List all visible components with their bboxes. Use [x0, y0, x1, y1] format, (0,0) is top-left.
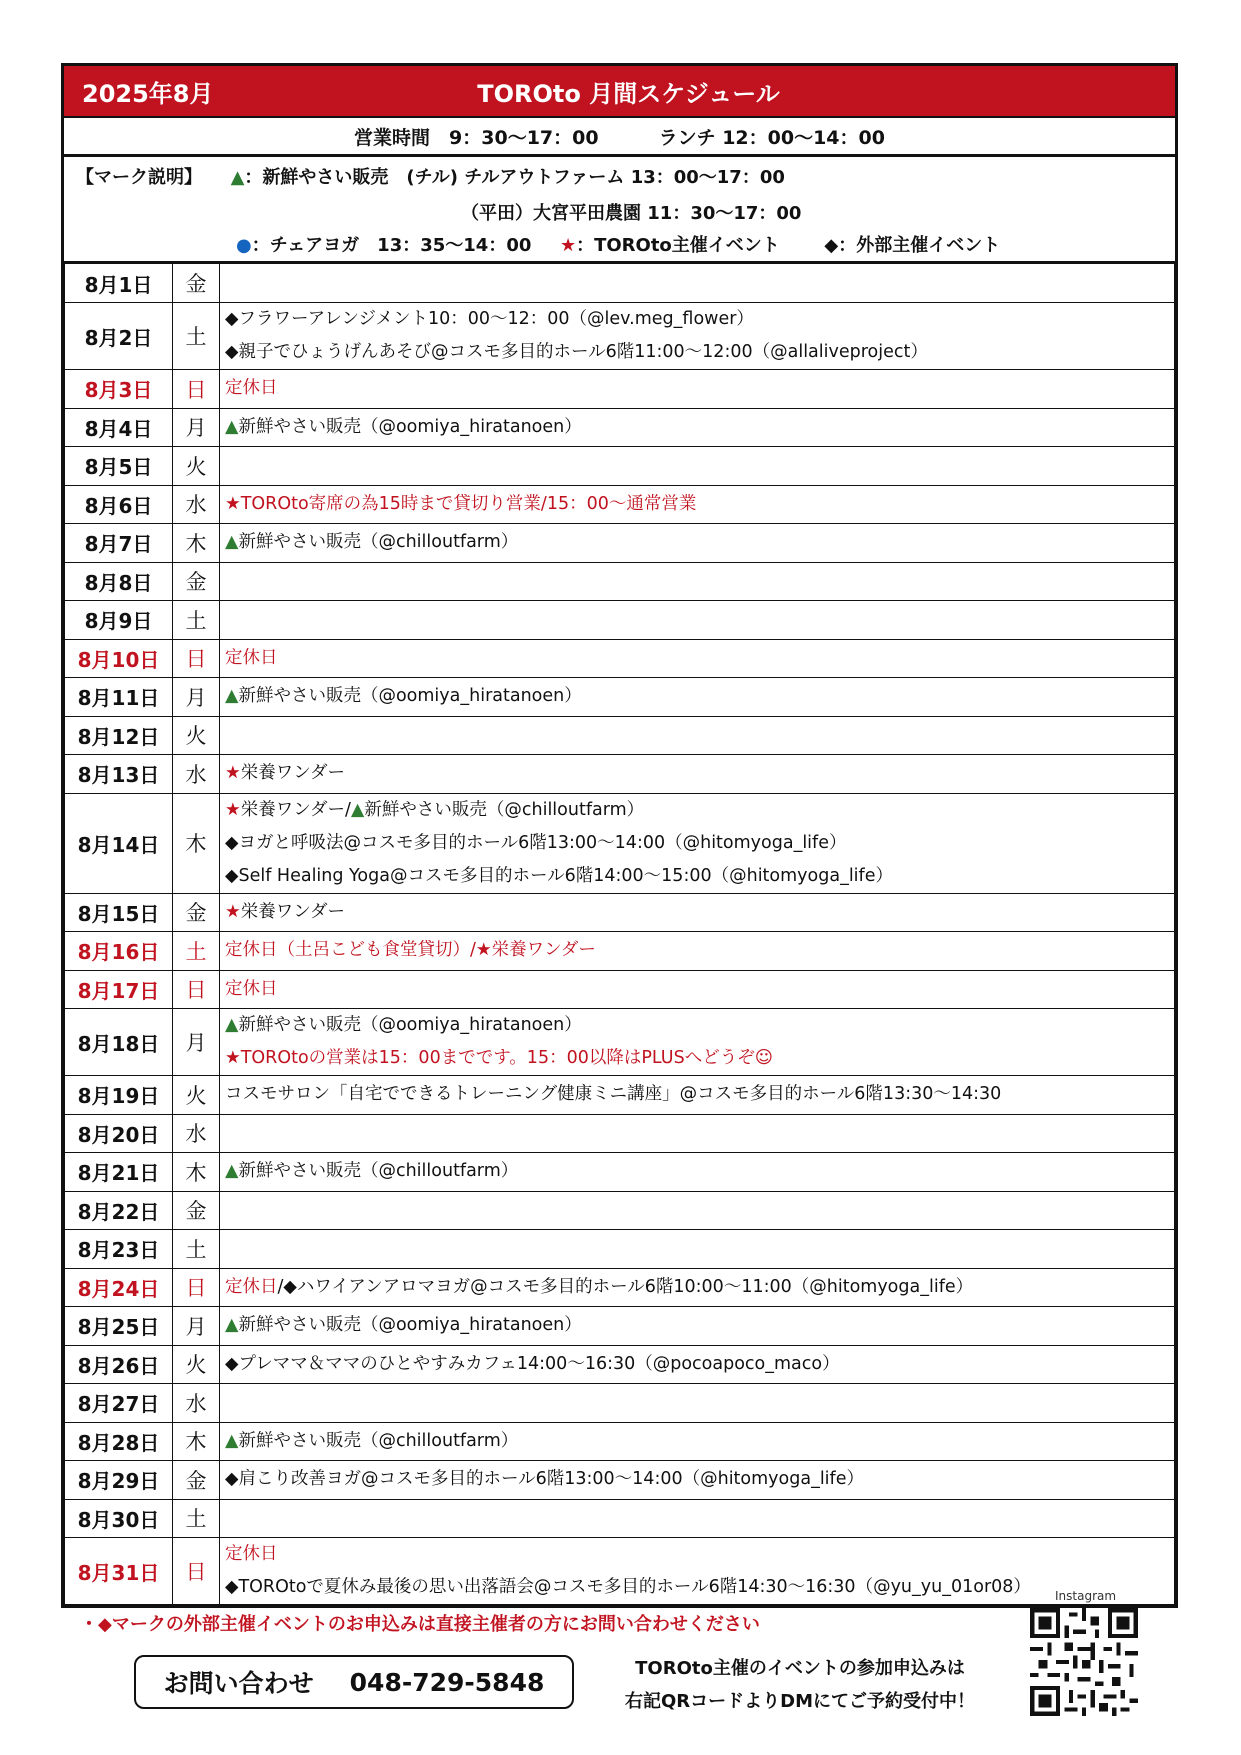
day-events — [220, 1230, 1175, 1269]
day-date: 8月8日 — [65, 562, 173, 601]
schedule-row — [65, 370, 1175, 409]
triangle-icon: ▲ — [230, 167, 245, 188]
day-events — [220, 601, 1175, 640]
event-line: ◆TOROtoで夏休み最後の思い出落語会@コスモ多目的ホール6階14:30〜16:30（@yu_yu_01or08） — [225, 1577, 1031, 1597]
day-date: 8月13日 — [65, 755, 173, 794]
day-of-week: 火 — [173, 716, 220, 755]
day-events — [220, 716, 1175, 755]
day-date: 8月3日 — [65, 370, 173, 409]
day-of-week: 土 — [173, 601, 220, 640]
day-events — [220, 1345, 1175, 1384]
day-date: 8月25日 — [65, 1307, 173, 1346]
event-line: ★栄養ワンダー/▲新鮮やさい販売（@chilloutfarm） — [225, 799, 645, 820]
schedule-row — [65, 893, 1175, 932]
day-date: 8月11日 — [65, 678, 173, 717]
day-date: 8月18日 — [65, 1009, 173, 1076]
day-events — [220, 485, 1175, 524]
day-of-week: 日 — [173, 1268, 220, 1307]
day-of-week: 水 — [173, 755, 220, 794]
footnote: ・◆マークの外部主催イベントのお申込みは直接主催者の方にお問い合わせください — [80, 1614, 760, 1635]
day-events — [220, 1384, 1175, 1423]
day-of-week: 火 — [173, 1345, 220, 1384]
day-events — [220, 1191, 1175, 1230]
day-of-week: 月 — [173, 408, 220, 447]
schedule-row — [65, 1307, 1175, 1346]
event-line: ★栄養ワンダー — [225, 763, 346, 784]
instagram-qr-code[interactable] — [1030, 1608, 1138, 1716]
schedule-row — [65, 1191, 1175, 1230]
day-date: 8月19日 — [65, 1076, 173, 1115]
day-date: 8月27日 — [65, 1384, 173, 1423]
day-events — [220, 408, 1175, 447]
event-line: ▲新鮮やさい販売（@oomiya_hiratanoen） — [225, 1315, 582, 1336]
contact-label: お問い合わせ — [163, 1669, 314, 1698]
day-date: 8月26日 — [65, 1345, 173, 1384]
day-events — [220, 932, 1175, 971]
circle-icon: ● — [236, 235, 252, 256]
day-of-week: 木 — [173, 1153, 220, 1192]
day-events — [220, 970, 1175, 1009]
day-of-week: 月 — [173, 1307, 220, 1346]
day-events — [220, 1461, 1175, 1500]
schedule-sheet — [61, 63, 1178, 1608]
day-events — [220, 1422, 1175, 1461]
event-line: ◆肩こり改善ヨガ@コスモ多目的ホール6階13:00〜14:00（@hitomyoga_life） — [225, 1469, 864, 1490]
day-events — [220, 1114, 1175, 1153]
day-date: 8月12日 — [65, 716, 173, 755]
day-of-week: 土 — [173, 1230, 220, 1269]
schedule-row — [65, 932, 1175, 971]
day-of-week: 木 — [173, 524, 220, 563]
event-line: コスモサロン「自宅でできるトレーニング健康ミニ講座」@コスモ多目的ホール6階13:30〜14:30 — [225, 1084, 1002, 1105]
schedule-row — [65, 1345, 1175, 1384]
day-events — [220, 755, 1175, 794]
day-events — [220, 370, 1175, 409]
day-of-week: 日 — [173, 970, 220, 1009]
day-of-week: 日 — [173, 639, 220, 678]
schedule-row — [65, 524, 1175, 563]
day-of-week: 日 — [173, 1538, 220, 1605]
legend — [64, 157, 1175, 264]
day-date: 8月20日 — [65, 1114, 173, 1153]
diamond-icon: ◆ — [824, 235, 839, 256]
legend-row-3 — [236, 231, 1000, 257]
day-events — [220, 1538, 1175, 1605]
schedule-row — [65, 1114, 1175, 1153]
day-of-week: 金 — [173, 1191, 220, 1230]
event-line: ★TOROtoの営業は15：00までです。15：00以降はPLUSへどうぞ☺ — [225, 1048, 773, 1068]
schedule-row — [65, 970, 1175, 1009]
event-line: ▲新鮮やさい販売（@chilloutfarm） — [225, 1161, 519, 1182]
day-events — [220, 1153, 1175, 1192]
schedule-row — [65, 601, 1175, 640]
day-date: 8月28日 — [65, 1422, 173, 1461]
day-of-week: 月 — [173, 678, 220, 717]
legend-vegetable-2: （平田）大宮平田農園 11：30〜17：00 — [461, 203, 802, 224]
info-line-2: 右記QRコードよりDMにてご予約受付中！ — [624, 1691, 975, 1712]
event-line: 定休日 — [225, 1544, 278, 1564]
legend-yoga: ：チェアヨガ 13：35〜14：00 — [251, 235, 532, 256]
day-date: 8月17日 — [65, 970, 173, 1009]
day-date: 8月10日 — [65, 639, 173, 678]
day-date: 8月24日 — [65, 1268, 173, 1307]
schedule-row — [65, 1076, 1175, 1115]
event-line: ★栄養ワンダー — [225, 901, 346, 922]
event-line: ★TOROto寄席の為15時まで貸切り営業/15：00〜通常営業 — [225, 493, 697, 514]
day-date: 8月2日 — [65, 303, 173, 370]
business-hours: 営業時間 9：30〜17：00 — [354, 126, 599, 149]
day-of-week: 水 — [173, 485, 220, 524]
legend-external: ：外部主催イベント — [838, 235, 1001, 256]
day-date: 8月1日 — [65, 264, 173, 303]
event-line: ▲新鮮やさい販売（@oomiya_hiratanoen） — [225, 1015, 582, 1035]
day-date: 8月23日 — [65, 1230, 173, 1269]
day-date: 8月6日 — [65, 485, 173, 524]
day-events — [220, 524, 1175, 563]
legend-row-1 — [76, 163, 785, 189]
legend-toroto: ：TOROto主催イベント — [576, 235, 780, 256]
day-date: 8月15日 — [65, 893, 173, 932]
schedule-row — [65, 264, 1175, 303]
event-line: ◆ヨガと呼吸法@コスモ多目的ホール6階13:00〜14:00（@hitomyoga_life） — [225, 832, 847, 853]
title-bar — [64, 66, 1175, 118]
schedule-row — [65, 1153, 1175, 1192]
schedule-row — [65, 485, 1175, 524]
day-events — [220, 1076, 1175, 1115]
lunch-hours: ランチ 12：00〜14：00 — [658, 126, 885, 149]
day-events — [220, 793, 1175, 893]
day-date: 8月29日 — [65, 1461, 173, 1500]
day-of-week: 土 — [173, 932, 220, 971]
schedule-row — [65, 639, 1175, 678]
day-of-week: 土 — [173, 303, 220, 370]
day-of-week: 土 — [173, 1499, 220, 1538]
day-of-week: 金 — [173, 264, 220, 303]
day-date: 8月21日 — [65, 1153, 173, 1192]
event-line: ▲新鮮やさい販売（@chilloutfarm） — [225, 1430, 519, 1451]
event-line: 定休日 — [225, 378, 278, 399]
schedule-table — [64, 264, 1175, 1605]
schedule-row — [65, 1384, 1175, 1423]
schedule-row — [65, 1538, 1175, 1605]
day-events — [220, 447, 1175, 486]
day-of-week: 月 — [173, 1009, 220, 1076]
day-of-week: 水 — [173, 1114, 220, 1153]
schedule-row — [65, 755, 1175, 794]
day-events — [220, 893, 1175, 932]
event-line: 定休日 — [225, 978, 278, 999]
phone-number[interactable]: 048-729-5848 — [349, 1667, 545, 1697]
event-line: ▲新鮮やさい販売（@oomiya_hiratanoen） — [225, 416, 582, 437]
day-of-week: 金 — [173, 562, 220, 601]
day-date: 8月14日 — [65, 793, 173, 893]
event-line: ◆プレママ＆ママのひとやすみカフェ14:00〜16:30（@pocoapoco_maco） — [225, 1353, 840, 1374]
event-line: ▲新鮮やさい販売（@chilloutfarm） — [225, 532, 519, 553]
reservation-info — [590, 1652, 1010, 1718]
schedule-row — [65, 1499, 1175, 1538]
day-of-week: 日 — [173, 370, 220, 409]
day-of-week: 木 — [173, 1422, 220, 1461]
day-of-week: 金 — [173, 1461, 220, 1500]
day-of-week: 火 — [173, 1076, 220, 1115]
legend-vegetable: ：新鮮やさい販売 (チル) チルアウトファーム 13：00〜17：00 — [244, 167, 785, 188]
day-events — [220, 678, 1175, 717]
day-events — [220, 1499, 1175, 1538]
schedule-row — [65, 562, 1175, 601]
schedule-row — [65, 1009, 1175, 1076]
day-of-week: 火 — [173, 447, 220, 486]
event-line: 定休日 — [225, 647, 278, 668]
schedule-row — [65, 1422, 1175, 1461]
day-date: 8月4日 — [65, 408, 173, 447]
day-events — [220, 639, 1175, 678]
schedule-row — [65, 447, 1175, 486]
schedule-row — [65, 303, 1175, 370]
day-date: 8月9日 — [65, 601, 173, 640]
schedule-row — [65, 1268, 1175, 1307]
schedule-row — [65, 678, 1175, 717]
day-date: 8月22日 — [65, 1191, 173, 1230]
schedule-row — [65, 1461, 1175, 1500]
page-title: TOROto 月間スケジュール — [477, 79, 780, 108]
month-label: 2025年8月 — [82, 79, 214, 108]
schedule-row — [65, 793, 1175, 893]
day-events — [220, 1268, 1175, 1307]
schedule-row — [65, 716, 1175, 755]
day-events — [220, 562, 1175, 601]
event-line: ▲新鮮やさい販売（@oomiya_hiratanoen） — [225, 686, 582, 707]
contact-box — [134, 1655, 574, 1709]
day-of-week: 木 — [173, 793, 220, 893]
day-events — [220, 1307, 1175, 1346]
day-events — [220, 1009, 1175, 1076]
day-date: 8月5日 — [65, 447, 173, 486]
day-events — [220, 303, 1175, 370]
day-date: 8月7日 — [65, 524, 173, 563]
day-date: 8月31日 — [65, 1538, 173, 1605]
day-date: 8月30日 — [65, 1499, 173, 1538]
legend-label: 【マーク説明】 — [76, 167, 202, 188]
instagram-label: Instagram — [1055, 1589, 1117, 1603]
event-line: 定休日/◆ハワイアンアロマヨガ@コスモ多目的ホール6階10:00〜11:00（@hitomyoga_life） — [225, 1276, 974, 1297]
day-events — [220, 264, 1175, 303]
opening-hours — [64, 118, 1175, 157]
info-line-1: TOROto主催のイベントの参加申込みは — [635, 1658, 965, 1679]
star-icon: ★ — [559, 235, 577, 256]
event-line: ◆Self Healing Yoga@コスモ多目的ホール6階14:00〜15:00（@hitomyoga_life） — [225, 865, 893, 886]
event-line: 定休日（土呂こども食堂貸切）/★栄養ワンダー — [225, 940, 596, 961]
event-line: ◆フラワーアレンジメント10：00〜12：00（@lev.meg_flower） — [225, 309, 754, 329]
schedule-row — [65, 408, 1175, 447]
day-of-week: 金 — [173, 893, 220, 932]
day-date: 8月16日 — [65, 932, 173, 971]
schedule-row — [65, 1230, 1175, 1269]
day-of-week: 水 — [173, 1384, 220, 1423]
event-line: ◆親子でひょうげんあそび@コスモ多目的ホール6階11:00〜12:00（@allaliveproject） — [225, 342, 928, 362]
legend-row-2 — [461, 199, 801, 225]
